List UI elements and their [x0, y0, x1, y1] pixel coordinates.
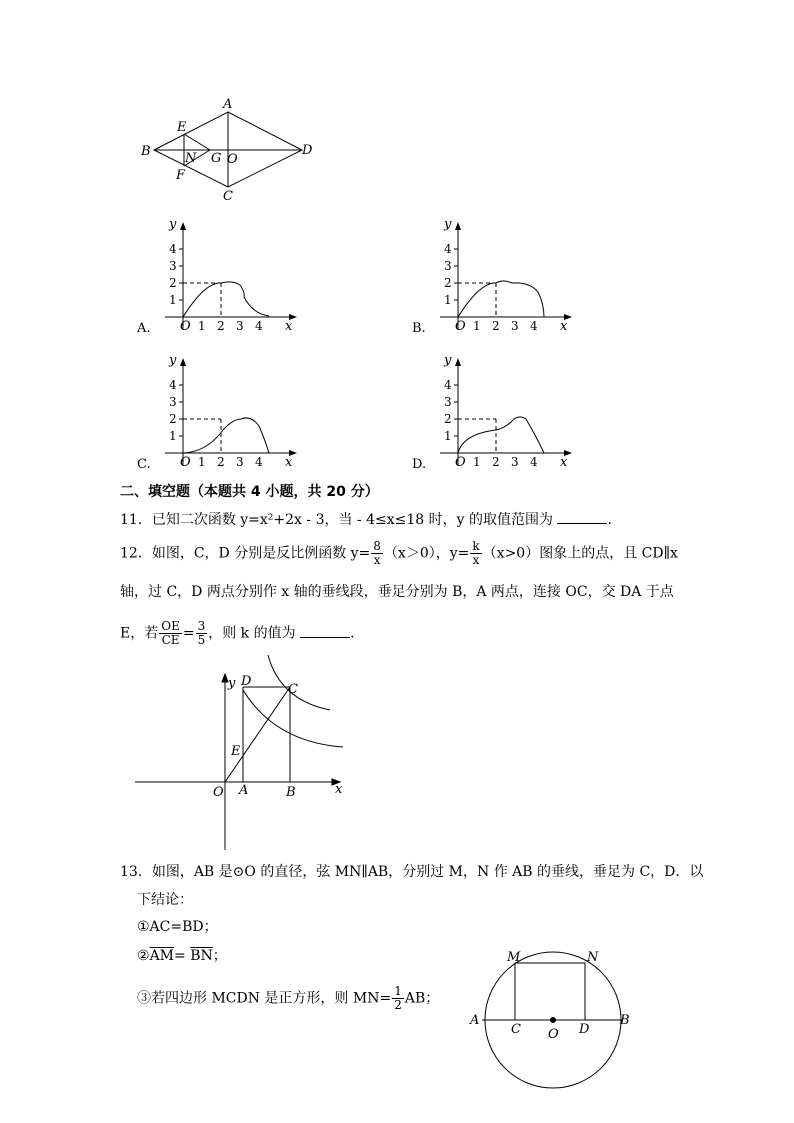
- x-axis-label: x: [285, 319, 293, 334]
- x-axis-label: x: [560, 455, 568, 470]
- question-12-line-1: [120, 540, 678, 567]
- q12-text-d: E，若: [120, 625, 159, 642]
- c3-text-a: ③若四边形 MCDN 是正方形，则 MN=: [137, 990, 392, 1007]
- rhombus-figure: [130, 95, 330, 205]
- y-tick-label: 2: [169, 412, 177, 426]
- y-axis-label: y: [444, 353, 452, 368]
- y-tick-label: 3: [169, 259, 177, 273]
- conclusion-3: [137, 985, 439, 1012]
- arc-am: $\overline{AM}$: [149, 948, 175, 964]
- c3-text-b: AB；: [404, 990, 440, 1007]
- frac-num: 1: [394, 984, 402, 998]
- fig12-O-label: O: [213, 785, 224, 800]
- x-tick-label: 2: [217, 319, 225, 333]
- x-tick-label: 2: [217, 455, 225, 469]
- fig12-B-label: B: [286, 785, 296, 800]
- c2-mid: =: [174, 948, 191, 964]
- graph-option-a: [135, 212, 305, 342]
- q12-text-b: （x＞0），y=: [383, 545, 470, 562]
- x-tick-label: 4: [255, 319, 263, 333]
- y-arrow: [180, 358, 186, 366]
- frac-num: 8: [373, 539, 381, 553]
- fraction-k-over-x: [470, 540, 481, 567]
- frac-den: x: [373, 553, 381, 567]
- y-tick-label: 1: [169, 293, 177, 307]
- x-tick-label: 2: [492, 455, 500, 469]
- y-tick-label: 4: [169, 242, 177, 256]
- fraction-3-over-5: [196, 620, 208, 647]
- y-tick-label: 3: [169, 395, 177, 409]
- x-tick-label: 1: [473, 455, 481, 469]
- option-label: D.: [412, 457, 427, 472]
- y-axis-label: y: [169, 217, 177, 232]
- frac-num: k: [472, 539, 480, 553]
- c2-end: ；: [212, 948, 227, 964]
- fig13-M-label: M: [507, 950, 521, 965]
- function-curve: [183, 418, 269, 453]
- x-tick-label: 2: [492, 319, 500, 333]
- graph-option-c: [135, 348, 305, 478]
- q11-text: 11．已知二次函数 y=x²+2x - 3，当 - 4≤x≤18 时，y 的取值范围为: [120, 512, 554, 528]
- fraction-1-over-2: [392, 985, 404, 1012]
- x-tick-label: 3: [511, 319, 519, 333]
- fig12-x-label: x: [335, 782, 343, 797]
- label-A: A: [223, 97, 233, 112]
- c2-pre: ②: [137, 948, 150, 964]
- graph-option-d: [410, 348, 580, 478]
- question-12-line-2: 轴，过 C，D 两点分别作 x 轴的垂线段，垂足分别为 B，A 两点，连接 OC，交 DA 于点: [120, 584, 674, 600]
- y-tick-label: 2: [444, 276, 452, 290]
- origin-label: O: [180, 455, 191, 470]
- label-B: B: [141, 144, 151, 159]
- figure-13: [460, 940, 640, 1090]
- x-tick-label: 3: [236, 319, 244, 333]
- fig12-C-label: C: [288, 682, 298, 697]
- frac-num: 3: [197, 619, 206, 633]
- x-tick-label: 4: [530, 319, 538, 333]
- label-O: O: [227, 152, 238, 167]
- y-axis-label: y: [169, 353, 177, 368]
- arc-bn: $\overline{BN}$: [190, 948, 213, 964]
- question-11: [120, 510, 621, 530]
- label-E: E: [177, 120, 187, 135]
- frac-den: 5: [197, 633, 206, 647]
- x-axis-label: x: [560, 319, 568, 334]
- frac-num: OE: [161, 619, 180, 633]
- q12-end: ．: [350, 625, 365, 642]
- q12-text-e: ，则 k 的值为: [208, 625, 296, 642]
- function-curve: [458, 281, 544, 317]
- label-N: N: [185, 151, 197, 166]
- x-tick-label: 4: [530, 455, 538, 469]
- y-tick-label: 1: [444, 429, 452, 443]
- y-axis-label: y: [444, 217, 452, 232]
- fraction-oe-over-ce: [159, 620, 182, 647]
- y-tick-label: 1: [169, 429, 177, 443]
- q12-text-c: （x>0）图象上的点，且 CD∥x: [482, 545, 678, 562]
- q11-blank: [557, 511, 607, 524]
- y-arrow: [455, 358, 461, 366]
- x-tick-label: 4: [255, 455, 263, 469]
- x-tick-label: 1: [473, 319, 481, 333]
- conclusion-1: ①AC=BD；: [137, 919, 218, 935]
- q11-end: ．: [607, 512, 622, 528]
- function-curve: [458, 417, 544, 453]
- q12-text-a: 12．如图，C，D 分别是反比例函数 y=: [120, 545, 371, 562]
- frac-den: 2: [394, 998, 402, 1012]
- fig13-N-label: N: [587, 950, 599, 965]
- x-tick-label: 1: [198, 319, 206, 333]
- q12-blank: [300, 625, 350, 638]
- q12-equals: =: [182, 625, 195, 642]
- frac-den: x: [472, 553, 480, 567]
- frac-den: CE: [161, 633, 180, 647]
- section-heading: 二、填空题（本题共 4 小题，共 20 分）: [120, 484, 379, 500]
- x-axis-label: x: [285, 455, 293, 470]
- x-tick-label: 3: [511, 455, 519, 469]
- origin-label: O: [455, 455, 466, 470]
- fig13-B-label: B: [620, 1013, 630, 1028]
- y-tick-label: 4: [444, 242, 452, 256]
- option-label: B.: [412, 321, 426, 336]
- fig13-A-label: A: [470, 1013, 480, 1028]
- fig13-C-label: C: [511, 1022, 521, 1037]
- y-tick-label: 3: [444, 259, 452, 273]
- figure-12: [135, 650, 355, 855]
- graph-option-b: [410, 212, 580, 342]
- y-tick-label: 3: [444, 395, 452, 409]
- fig12-E-label: E: [231, 744, 241, 759]
- question-13-line-1: 13．如图，AB 是⊙O 的直径，弦 MN∥AB，分别过 M，N 作 AB 的垂线，垂足为 C，D．以: [120, 864, 704, 880]
- y-tick-label: 4: [169, 378, 177, 392]
- fig13-D-label: D: [579, 1022, 590, 1037]
- y-arrow: [180, 222, 186, 230]
- option-label: C.: [137, 457, 151, 472]
- label-D: D: [302, 143, 313, 158]
- y-tick-label: 2: [169, 276, 177, 290]
- question-12-line-3: [120, 620, 364, 647]
- label-G: G: [211, 151, 222, 166]
- origin-label: O: [180, 319, 191, 334]
- y-arrow: [455, 222, 461, 230]
- fig12-A-label: A: [239, 783, 249, 798]
- option-label: A.: [137, 321, 151, 336]
- x-tick-label: 3: [236, 455, 244, 469]
- hyperbola-k: [268, 655, 330, 710]
- conclusion-2: [137, 946, 227, 966]
- fig12-D-label: D: [241, 674, 252, 689]
- origin-label: O: [455, 319, 466, 334]
- fraction-8-over-x: [371, 540, 383, 567]
- fig13-O-label: O: [548, 1027, 559, 1042]
- question-13-line-2: 下结论：: [137, 892, 193, 908]
- fig12-y-label: y: [228, 676, 236, 691]
- y-tick-label: 1: [444, 293, 452, 307]
- label-F: F: [176, 168, 186, 183]
- x-tick-label: 1: [198, 455, 206, 469]
- y-tick-label: 2: [444, 412, 452, 426]
- hyperbola-8: [243, 690, 343, 747]
- y-tick-label: 4: [444, 378, 452, 392]
- function-curve: [183, 282, 269, 317]
- label-C: C: [223, 189, 233, 204]
